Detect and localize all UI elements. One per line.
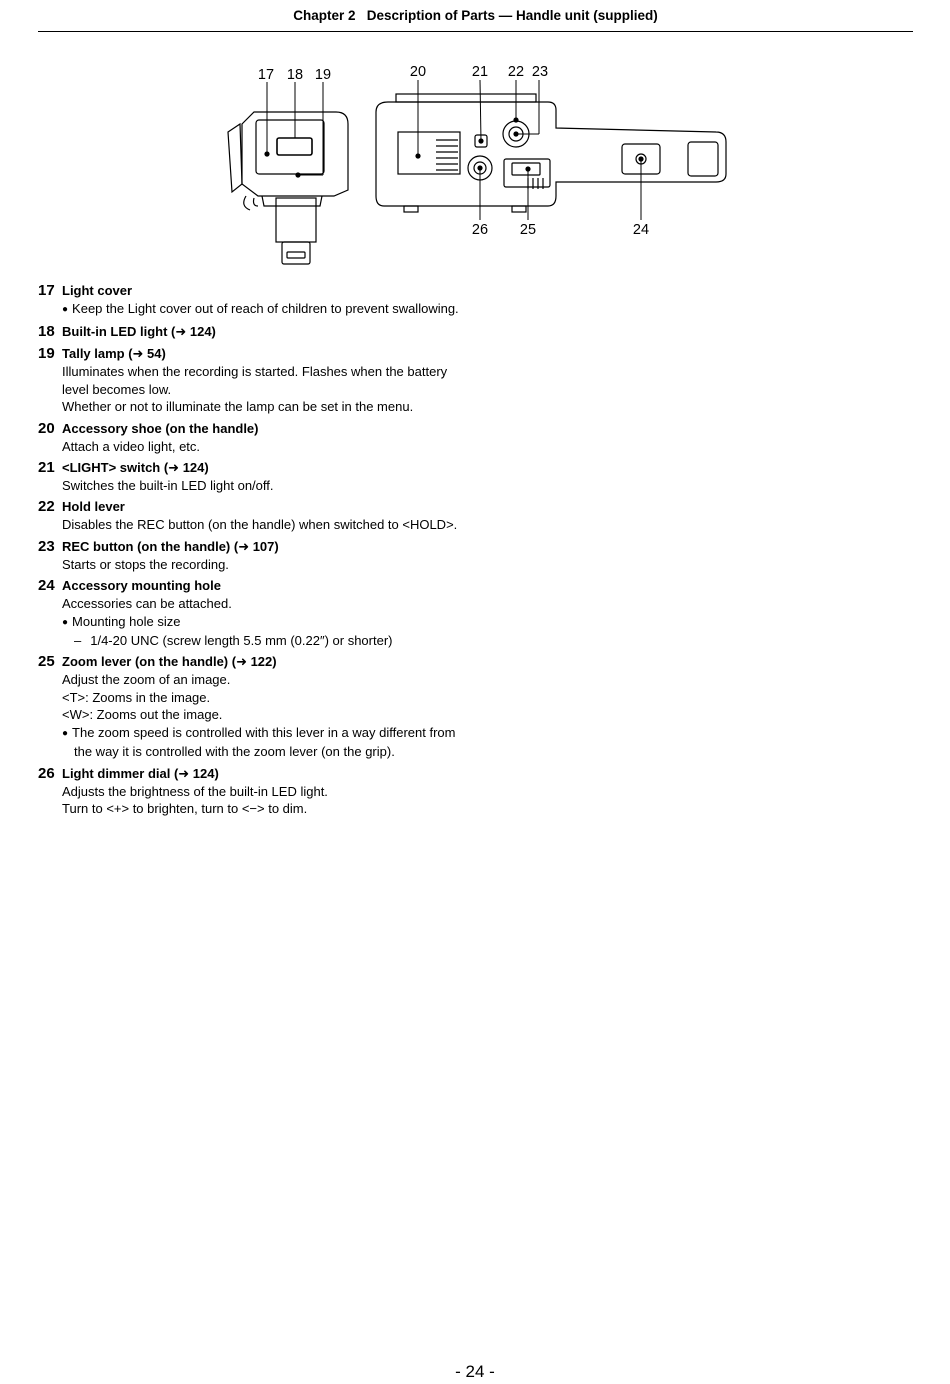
part-item-26: [38, 765, 478, 818]
handle-unit-illustration: [0, 56, 950, 276]
item-text: Accessories can be attached.: [62, 596, 232, 612]
callout-25: 25: [519, 222, 537, 238]
item-text: level becomes low.: [62, 381, 172, 397]
item-text: Starts or stops the recording.: [62, 556, 229, 572]
callout-24: 24: [632, 222, 650, 238]
header-title: Chapter 2 Description of Parts — Handle unit (supplied): [293, 8, 658, 23]
item-bullet: ● Keep the Light cover out of reach of children to prevent swallowing.: [62, 300, 478, 319]
part-item-25: [38, 653, 478, 760]
item-text: Disables the REC button (on the handle) when switched to <HOLD>.: [62, 517, 458, 533]
callout-22: 22: [507, 64, 525, 80]
item-title: Accessory shoe (on the handle): [62, 420, 259, 436]
item-number: 21: [38, 459, 55, 477]
item-text: <W>: Zooms out the image.: [62, 707, 223, 723]
item-number: 24: [38, 577, 55, 595]
item-number: 26: [38, 764, 55, 782]
item-title: Zoom lever (on the handle) (➜ 122): [62, 654, 277, 670]
part-item-18: [38, 323, 478, 341]
item-bullet: ● Mounting hole size: [62, 613, 478, 632]
item-text: Whether or not to illuminate the lamp can be set in the menu.: [62, 399, 414, 415]
callout-26: 26: [471, 222, 489, 238]
page-number: - 24 -: [455, 1362, 495, 1381]
part-item-21: [38, 459, 478, 494]
item-text: Adjust the zoom of an image.: [62, 672, 231, 688]
top-view: [376, 94, 726, 212]
callout-19: 19: [314, 67, 332, 83]
item-number: 20: [38, 419, 55, 437]
part-item-20: [38, 420, 478, 455]
item-number: 23: [38, 537, 55, 555]
item-text: Illuminates when the recording is started. Flashes when the battery: [62, 364, 448, 380]
item-number: 17: [38, 282, 55, 299]
front-view: [228, 112, 348, 264]
item-title: Tally lamp (➜ 54): [62, 346, 166, 362]
part-item-19: [38, 345, 478, 415]
callout-18: 18: [286, 67, 304, 83]
part-item-17: [38, 282, 478, 319]
item-title: Hold lever: [62, 499, 125, 515]
item-text: Adjusts the brightness of the built-in LED light.: [62, 783, 328, 799]
item-title: Light cover: [62, 283, 133, 298]
part-item-22: [38, 498, 478, 533]
item-title: Built-in LED light (➜ 124): [62, 324, 216, 340]
item-text: Switches the built-in LED light on/off.: [62, 478, 274, 494]
item-number: 18: [38, 323, 55, 341]
item-text: Turn to <+> to brighten, turn to <−> to dim.: [62, 800, 308, 816]
item-bullet: ● The zoom speed is controlled with this lever in a way different from: [62, 724, 478, 743]
item-title: Accessory mounting hole: [62, 578, 221, 594]
item-title: <LIGHT> switch (➜ 124): [62, 460, 209, 476]
callout-17: 17: [257, 67, 275, 83]
handle-unit-diagram: [0, 56, 950, 276]
item-number: 25: [38, 653, 55, 671]
callout-20: 20: [409, 64, 427, 80]
page-header: [38, 6, 913, 32]
item-bullet-continuation: the way it is controlled with the zoom lever (on the grip).: [74, 744, 395, 760]
item-text: <T>: Zooms in the image.: [62, 689, 211, 705]
item-title: Light dimmer dial (➜ 124): [62, 765, 219, 781]
item-title: REC button (on the handle) (➜ 107): [62, 538, 279, 554]
item-number: 19: [38, 345, 55, 363]
part-item-23: [38, 538, 478, 573]
callout-21: 21: [471, 64, 489, 80]
item-number: 22: [38, 498, 55, 516]
part-item-24: [38, 577, 478, 649]
parts-description-list: [38, 282, 478, 821]
callout-23: 23: [531, 64, 549, 80]
item-text: Attach a video light, etc.: [62, 438, 201, 454]
item-dash: – 1/4-20 UNC (screw length 5.5 mm (0.22″) or shorter): [62, 632, 478, 649]
callout-labels: [258, 64, 649, 238]
callout-lines: [267, 80, 641, 220]
